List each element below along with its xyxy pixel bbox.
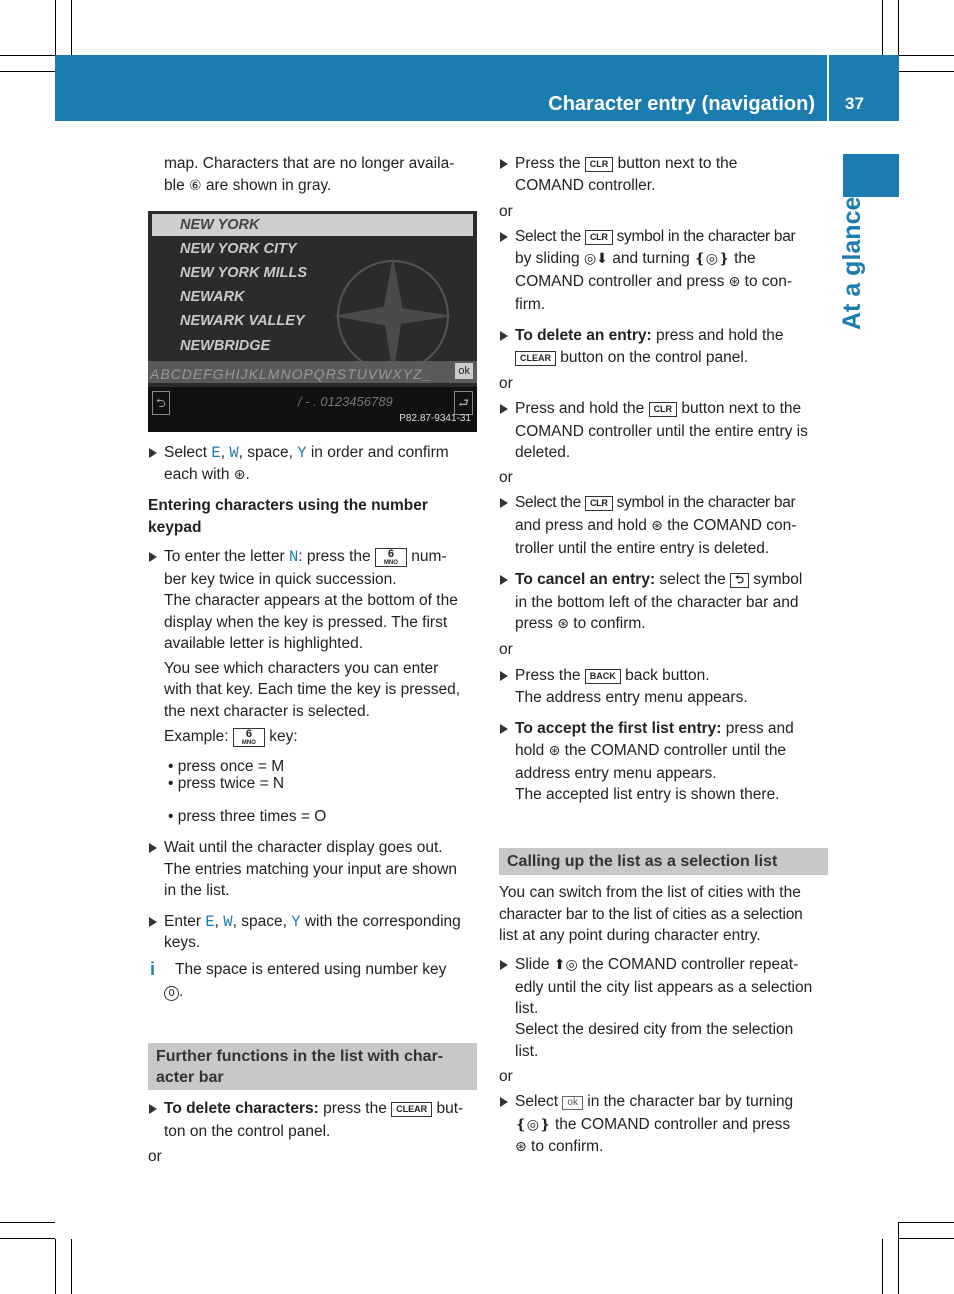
step-text: ⊛ to confirm. — [515, 1138, 604, 1155]
crop-mark — [55, 0, 56, 55]
subheading: Entering characters using the number — [148, 497, 428, 514]
step-text: Select E, W, space, Y in order and confirm — [164, 444, 449, 462]
step-text: To delete characters: press the CLEAR but- — [164, 1100, 464, 1117]
step-text: ber key twice in quick succession. — [164, 571, 397, 588]
step-text: Select ok in the character bar by turning — [515, 1093, 794, 1110]
dot-list-item: • press once = M — [168, 758, 285, 775]
step-text: The address entry menu appears. — [515, 689, 748, 706]
step-text: CLEAR button on the control panel. — [515, 347, 748, 369]
crop-mark — [882, 0, 883, 55]
or-text: or — [148, 1148, 162, 1165]
key-6-icon: 6 MNO — [375, 548, 407, 567]
digit-row: / - . 0123456789 — [298, 394, 393, 409]
figure-reference: P82.87-9341-31 — [399, 413, 471, 424]
turn-controller-icon: ❴◎❵ — [694, 251, 730, 267]
clear-key-icon: CLEAR — [391, 1102, 432, 1117]
page-number: 37 — [845, 94, 864, 113]
slide-down-icon: ◎⬇ — [583, 251, 608, 267]
step-text: available letter is highlighted. — [164, 635, 364, 652]
press-controller-icon: ⊛ — [548, 743, 561, 759]
crop-mark — [898, 1222, 899, 1294]
crop-mark — [0, 1222, 55, 1223]
step-text: ❴◎❵ the COMAND controller and press — [515, 1116, 791, 1133]
crop-mark — [899, 1222, 954, 1223]
info-text: The space is entered using number key — [175, 961, 447, 978]
or-text: or — [499, 641, 513, 658]
step-text: Wait until the character display goes out. — [164, 839, 443, 856]
step-text: display when the key is pressed. The first — [164, 614, 448, 631]
clr-symbol-icon: CLR — [585, 496, 613, 511]
step-text: COMAND controller and press ⊛ to con- — [515, 273, 793, 290]
bullet-arrow-icon — [500, 404, 508, 414]
section-heading-bar — [499, 848, 828, 875]
step-text: Select the desired city from the selection — [515, 1021, 794, 1038]
display-screenshot — [148, 211, 477, 432]
bullet-arrow-icon — [149, 448, 157, 458]
step-text: Select the CLR symbol in the character bar — [515, 494, 796, 511]
list-item: NEWARK VALLEY — [180, 313, 305, 329]
step-text: You see which characters you can enter — [164, 660, 439, 677]
side-tab-label: At a glance — [838, 196, 866, 330]
back-arrow-icon: ⮌ — [152, 391, 170, 415]
press-controller-icon: ⊛ — [651, 518, 663, 534]
crop-mark — [0, 55, 55, 56]
character-bar — [148, 361, 477, 383]
list-item: NEWARK — [180, 289, 245, 305]
press-controller-icon: ⊛ — [557, 616, 569, 632]
step-text: deleted. — [515, 444, 571, 461]
step-text: Press the CLR button next to the — [515, 155, 738, 172]
step-text: Enter E, W, space, Y with the corresponding — [164, 913, 461, 931]
page-header — [55, 55, 899, 121]
list-item: NEW YORK CITY — [180, 241, 297, 257]
or-text: or — [499, 375, 513, 392]
circled-number-icon: ⑥ — [189, 178, 202, 194]
crop-mark — [55, 1239, 56, 1294]
step-text: in the list. — [164, 882, 230, 899]
section-heading: Calling up the list as a selection list — [507, 853, 778, 870]
crop-mark — [71, 0, 72, 55]
intro-line: map. Characters that are no longer availa- — [164, 155, 455, 172]
step-text: COMAND controller. — [515, 177, 656, 194]
page-title: Character entry (navigation) — [548, 93, 815, 115]
crop-mark — [882, 1239, 883, 1294]
dot-list-item: • press three times = O — [168, 808, 327, 825]
or-text: or — [499, 1068, 513, 1085]
step-text: edly until the city list appears as a selection — [515, 979, 813, 996]
or-text: or — [499, 203, 513, 220]
circled-number-icon: 0 — [164, 986, 179, 1001]
step-text: firm. — [515, 296, 546, 313]
step-text: with that key. Each time the key is pressed, — [164, 681, 461, 698]
step-text: by sliding ◎⬇ and turning ❴◎❵ the — [515, 250, 756, 267]
bullet-arrow-icon — [500, 575, 508, 585]
display-bottom-bar — [148, 387, 477, 432]
step-text: To cancel an entry: select the ⮌ symbol — [515, 571, 803, 588]
step-text: ton on the control panel. — [164, 1123, 331, 1140]
crop-mark — [71, 1239, 72, 1294]
bullet-arrow-icon — [500, 498, 508, 508]
step-text: To accept the first list entry: press and — [515, 720, 794, 737]
clr-key-icon: CLR — [649, 402, 678, 417]
bullet-arrow-icon — [500, 671, 508, 681]
step-text: The accepted list entry is shown there. — [515, 786, 780, 803]
press-controller-icon: ⊛ — [728, 274, 741, 290]
step-text: the next character is selected. — [164, 703, 370, 720]
section-heading: acter bar — [156, 1069, 224, 1086]
step-text: each with ⊛. — [164, 466, 250, 483]
step-text: hold ⊛ the COMAND controller until the — [515, 742, 787, 759]
step-text: COMAND controller until the entire entry is — [515, 423, 808, 440]
info-icon: i — [150, 959, 156, 979]
clr-key-icon: CLR — [585, 157, 614, 172]
press-controller-icon: ⊛ — [515, 1139, 527, 1155]
subheading: keypad — [148, 519, 202, 536]
step-text: press ⊛ to confirm. — [515, 615, 646, 632]
step-text: keys. — [164, 934, 201, 951]
step-text: list. — [515, 1043, 539, 1060]
character-bar-letters: ABCDEFGHIJKLMNOPQRSTUVWXYZ_ — [150, 366, 432, 382]
slide-up-icon: ⬆◎ — [553, 957, 578, 973]
list-item: NEWBRIDGE — [180, 338, 271, 354]
step-text: Select the CLR symbol in the character bar — [515, 228, 796, 245]
press-controller-icon: ⊛ — [233, 467, 246, 483]
step-text: The character appears at the bottom of the — [164, 592, 458, 609]
back-icon: ⮐ — [454, 391, 473, 415]
bullet-arrow-icon — [500, 232, 508, 242]
ok-button: ok — [455, 363, 473, 379]
bullet-arrow-icon — [149, 843, 157, 853]
section-heading-bar — [148, 1043, 477, 1090]
step-text: Press the BACK back button. — [515, 667, 710, 684]
side-tab — [843, 154, 899, 197]
crop-mark — [0, 71, 55, 72]
bullet-arrow-icon — [149, 917, 157, 927]
example-line: Example: 6 MNO key: — [164, 728, 298, 746]
bullet-arrow-icon — [500, 724, 508, 734]
step-text: To enter the letter N: press the 6 MNO num- — [164, 548, 447, 566]
bullet-arrow-icon — [500, 331, 508, 341]
paragraph-line: list at any point during character entry. — [499, 927, 761, 944]
info-text: 0 . — [164, 981, 183, 1003]
crop-mark — [899, 1238, 954, 1239]
key-6-icon: 6 MNO — [233, 728, 265, 747]
turn-controller-icon: ❴◎❵ — [515, 1117, 551, 1133]
step-text: list. — [515, 1000, 539, 1017]
back-symbol-icon: ⮌ — [730, 573, 749, 588]
bullet-arrow-icon — [149, 1104, 157, 1114]
crop-mark — [899, 55, 954, 56]
list-item: NEW YORK — [180, 217, 260, 233]
step-text: To delete an entry: press and hold the — [515, 327, 784, 344]
step-text: troller until the entire entry is deleted. — [515, 540, 770, 557]
step-text: The entries matching your input are shown — [164, 861, 457, 878]
ok-symbol-icon: ok — [562, 1096, 583, 1110]
dot-list-item: • press twice = N — [168, 775, 285, 792]
or-text: or — [499, 469, 513, 486]
back-key-icon: BACK — [585, 669, 621, 684]
paragraph-line: character bar to the list of cities as a selection — [499, 906, 803, 923]
clr-symbol-icon: CLR — [585, 230, 613, 245]
bullet-arrow-icon — [500, 159, 508, 169]
crop-mark — [899, 71, 954, 72]
crop-mark — [0, 1238, 55, 1239]
step-text: Press and hold the CLR button next to the — [515, 400, 802, 417]
list-item: NEW YORK MILLS — [180, 265, 308, 281]
step-text: Slide ⬆◎ the COMAND controller repeat- — [515, 956, 799, 973]
intro-line: ble ⑥ are shown in gray. — [164, 177, 332, 194]
step-text: address entry menu appears. — [515, 765, 717, 782]
step-text: in the bottom left of the character bar and — [515, 594, 799, 611]
step-text: and press and hold ⊛ the COMAND con- — [515, 517, 797, 534]
clear-key-icon: CLEAR — [515, 351, 556, 366]
paragraph-line: You can switch from the list of cities with the — [499, 884, 801, 901]
bullet-arrow-icon — [500, 960, 508, 970]
bullet-arrow-icon — [149, 552, 157, 562]
crop-mark — [898, 0, 899, 55]
bullet-arrow-icon — [500, 1097, 508, 1107]
header-divider — [827, 55, 829, 121]
section-heading: Further functions in the list with char- — [156, 1048, 444, 1065]
